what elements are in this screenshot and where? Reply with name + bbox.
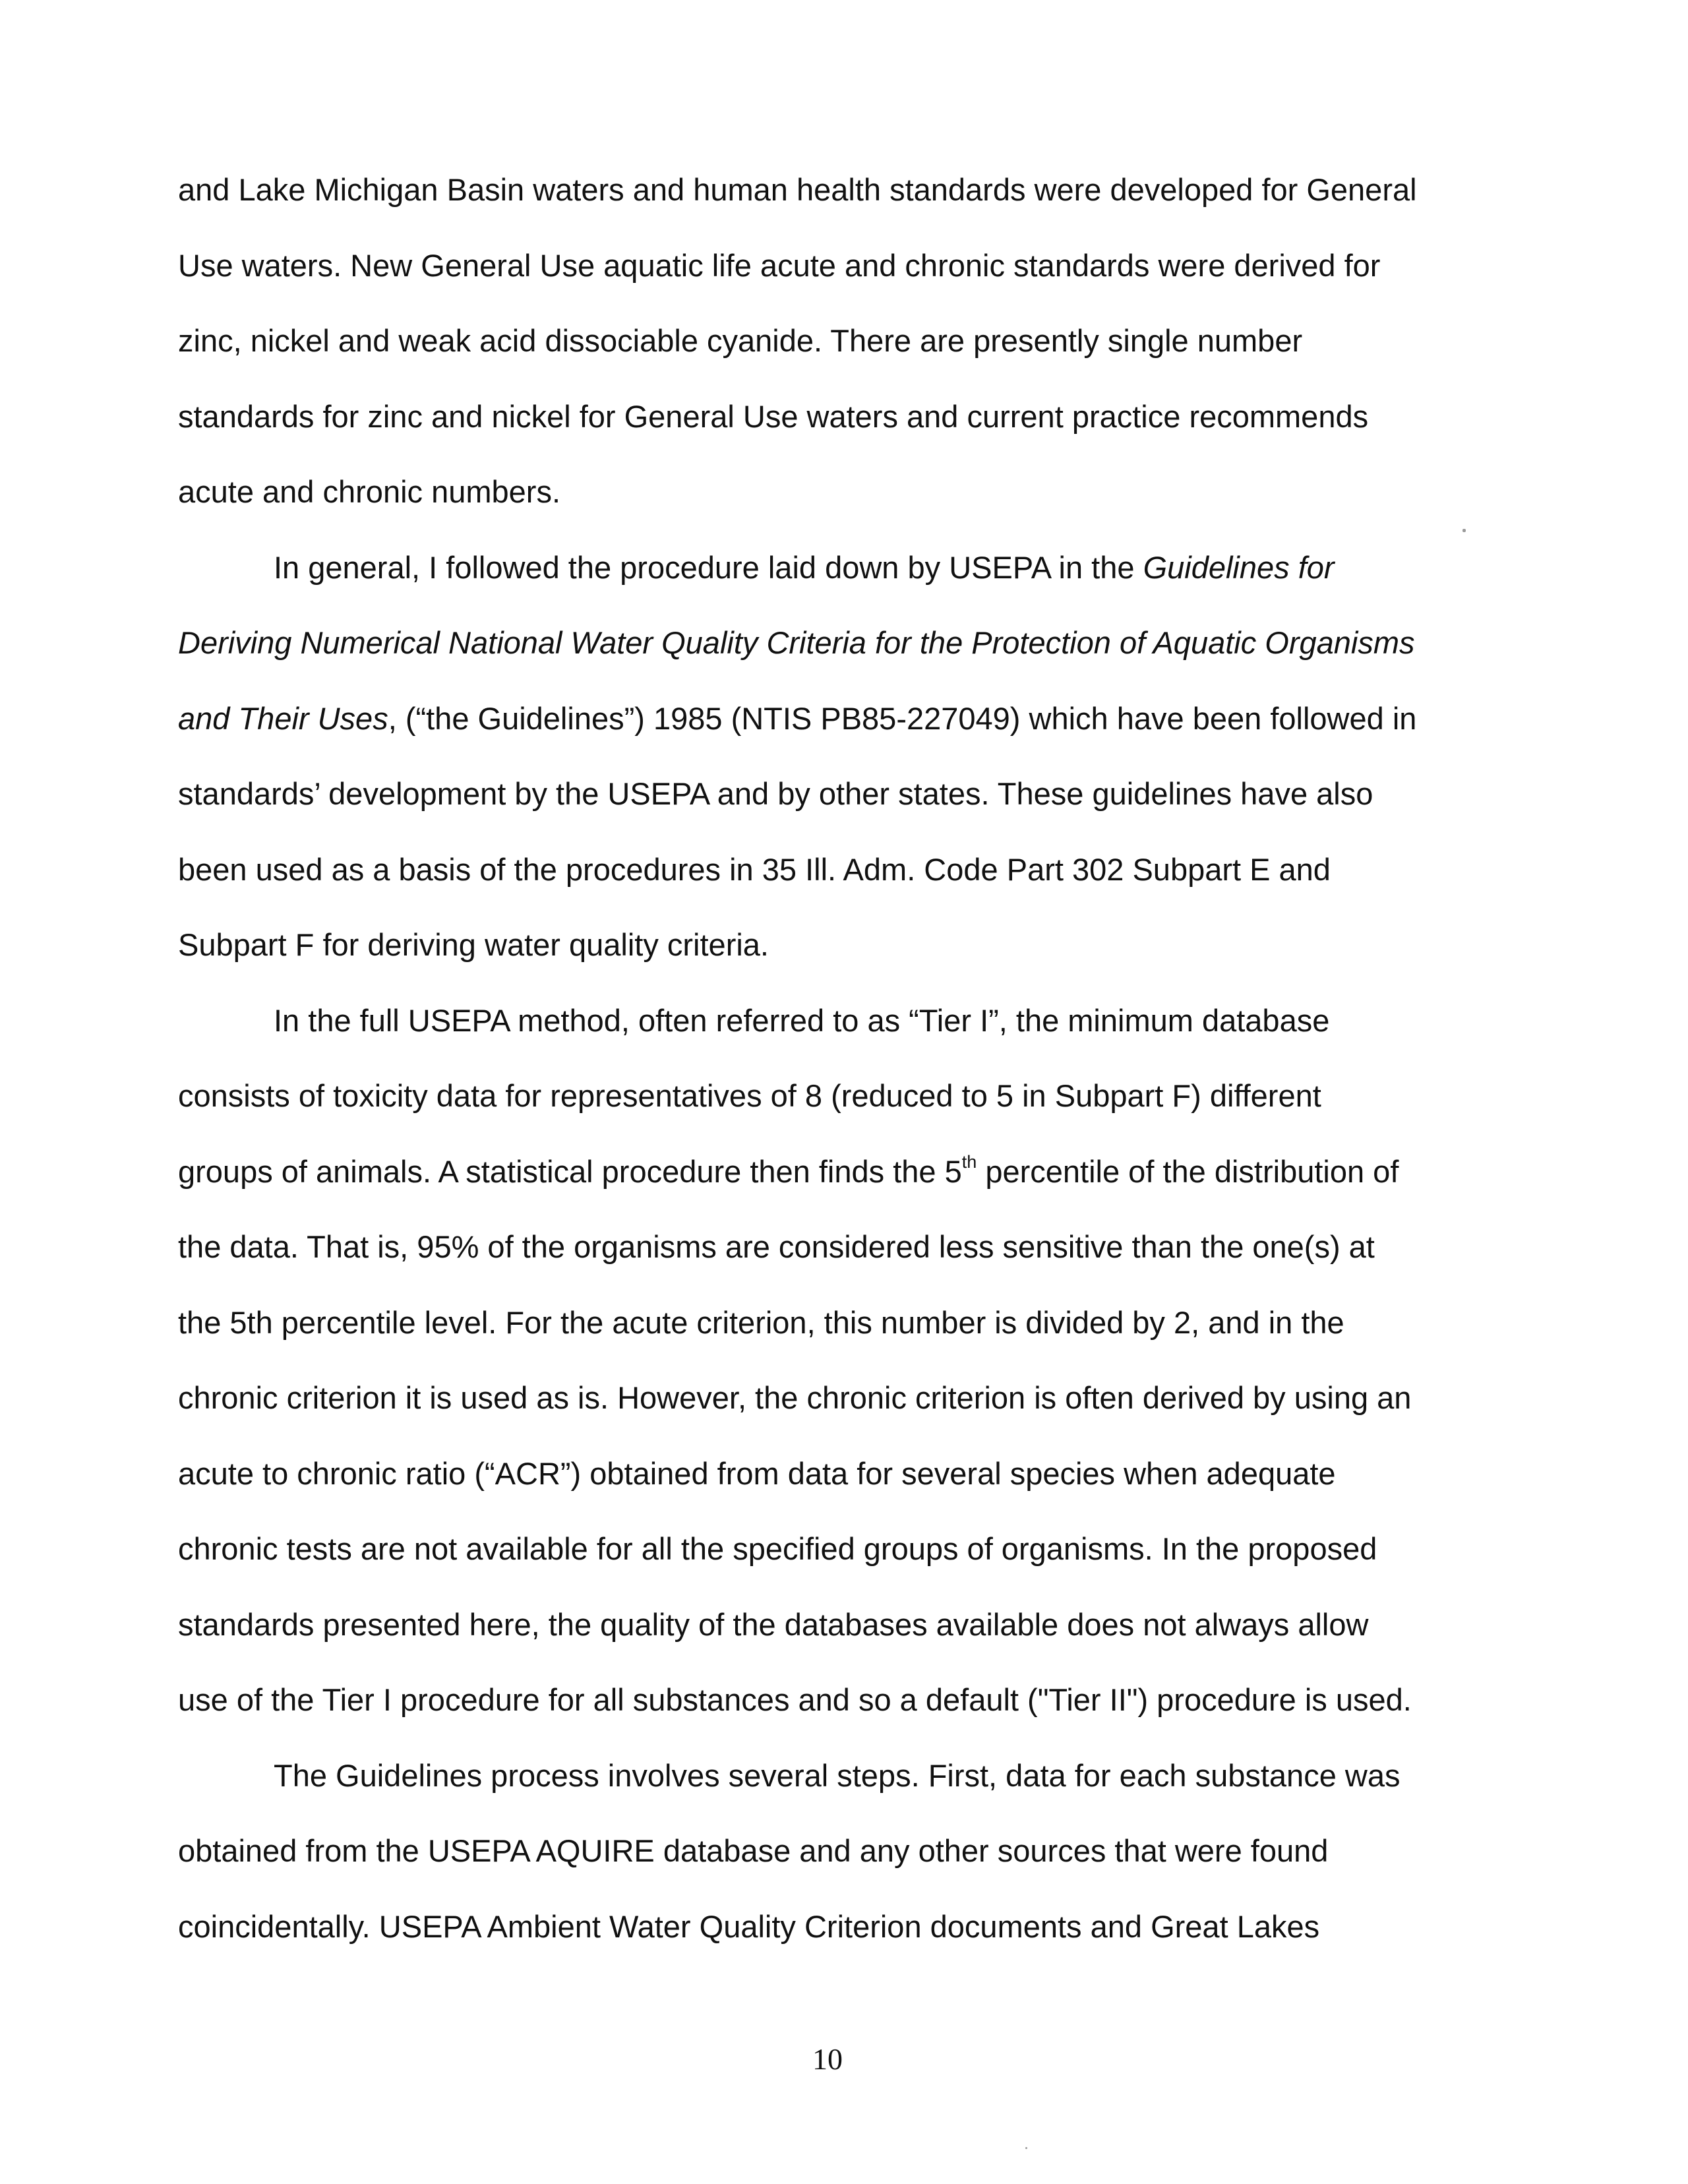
text-line: acute to chronic ratio (“ACR”) obtained from data for several species when adequate: [178, 1456, 1336, 1491]
text-line: standards presented here, the quality of the databases available does not always allow: [178, 1607, 1369, 1642]
text-line: chronic tests are not available for all the specified groups of organisms. In the proposed: [178, 1531, 1377, 1566]
text-line: been used as a basis of the procedures in 35 Ill. Adm. Code Part 302 Subpart E and: [178, 852, 1331, 887]
text-line: In general, I followed the procedure laid down by USEPA in the Guidelines for: [274, 550, 1335, 585]
text-line: consists of toxicity data for representatives of 8 (reduced to 5 in Subpart F) different: [178, 1078, 1321, 1113]
text-line: coincidentally. USEPA Ambient Water Quality Criterion documents and Great Lakes: [178, 1909, 1320, 1944]
text-line: chronic criterion it is used as is. However, the chronic criterion is often derived by using an: [178, 1380, 1412, 1415]
text-line: The Guidelines process involves several steps. First, data for each substance was: [274, 1758, 1401, 1793]
text-line: groups of animals. A statistical procedure then finds the 5th percentile of the distribution of: [178, 1152, 1399, 1189]
text-line: acute and chronic numbers.: [178, 474, 560, 509]
text-line: Deriving Numerical National Water Quality Criteria for the Protection of Aquatic Organisms: [178, 625, 1415, 660]
text-line: standards’ development by the USEPA and by other states. These guidelines have also: [178, 776, 1373, 811]
text-line: In the full USEPA method, often referred to as “Tier I”, the minimum database: [274, 1003, 1330, 1038]
scan-speck: [1025, 2147, 1027, 2149]
text-line: and Lake Michigan Basin waters and human health standards were developed for General: [178, 172, 1417, 207]
text-line: the data. That is, 95% of the organisms are considered less sensitive than the one(s) at: [178, 1229, 1375, 1264]
scan-speck: [1462, 529, 1466, 532]
text-line: use of the Tier I procedure for all substances and so a default ("Tier II") procedure is used.: [178, 1682, 1412, 1717]
page-number: 10: [812, 2042, 843, 2076]
text-line: standards for zinc and nickel for General Use waters and current practice recommends: [178, 399, 1369, 434]
text-line: the 5th percentile level. For the acute criterion, this number is divided by 2, and in the: [178, 1305, 1344, 1340]
text-line: obtained from the USEPA AQUIRE database and any other sources that were found: [178, 1833, 1329, 1868]
text-line: Subpart F for deriving water quality criteria.: [178, 927, 769, 962]
superscript: th: [961, 1152, 977, 1172]
text-line: Use waters. New General Use aquatic life acute and chronic standards were derived for: [178, 248, 1381, 283]
text-line: zinc, nickel and weak acid dissociable cyanide. There are presently single number: [178, 323, 1303, 358]
text-line: and Their Uses, (“the Guidelines”) 1985 (NTIS PB85-227049) which have been followed in: [178, 701, 1417, 736]
